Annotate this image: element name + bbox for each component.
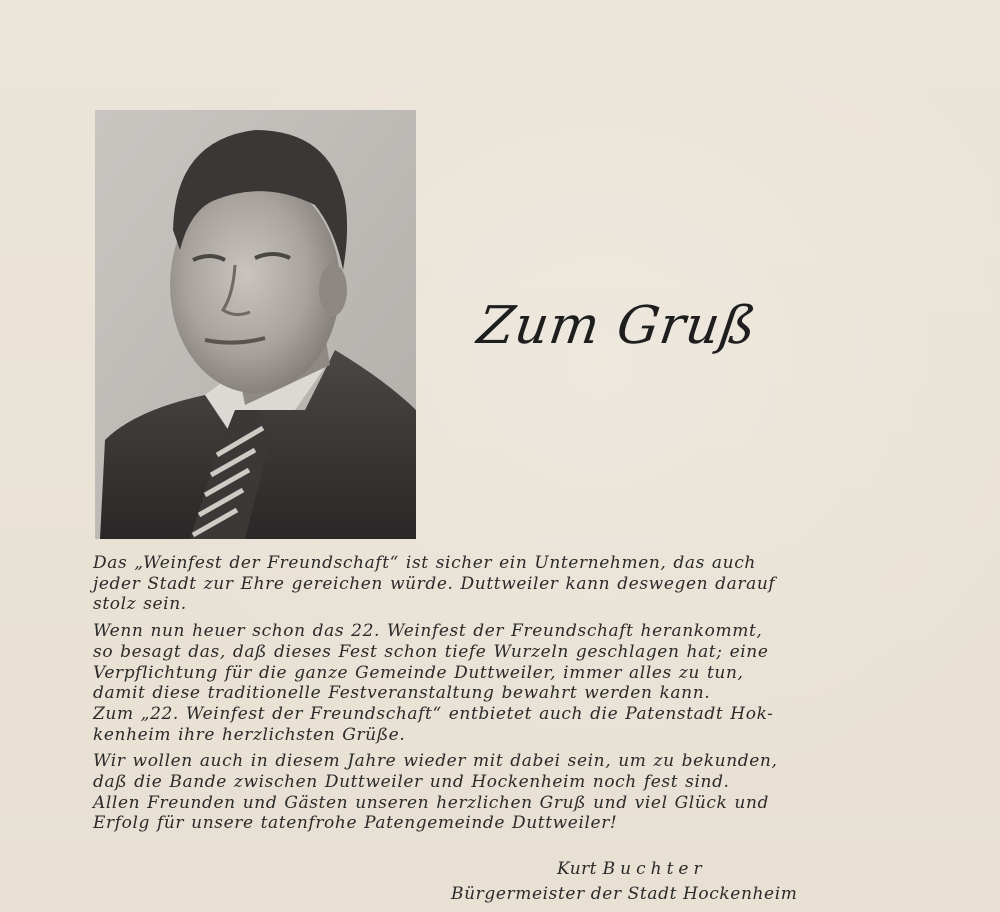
text-line: Allen Freunden und Gästen unseren herzlichen Gruß und viel Glück und [93, 792, 769, 813]
paragraph-2 [93, 621, 873, 745]
text-line: Wir wollen auch in diesem Jahre wieder mit dabei sein, um zu bekunden, [93, 751, 778, 772]
text-line: Erfolg für unsere tatenfrohe Patengemeinde Duttweiler! [93, 813, 618, 834]
greeting-heading: Zum Gruß [473, 296, 761, 356]
signature-last-name: Buchter [602, 859, 707, 879]
text-line: Zum „22. Weinfest der Freundschaft“ entbietet auch die Patenstadt Hok- [93, 703, 774, 724]
greeting-text [93, 553, 873, 840]
text-line: damit diese traditionelle Festveranstaltung bewahrt werden kann. [93, 683, 711, 704]
text-line: daß die Bande zwischen Duttweiler und Hockenheim noch fest sind. [93, 772, 730, 793]
text-line: Das „Weinfest der Freundschaft“ ist sicher ein Unternehmen, das auch [93, 553, 756, 573]
text-line: kenheim ihre herzlichsten Grüße. [93, 724, 406, 745]
paragraph-1 [93, 553, 873, 615]
text-line: so besagt das, daß dieses Fest schon tiefe Wurzeln geschlagen hat; eine [93, 641, 769, 662]
paragraph-3 [93, 751, 873, 834]
signature-first-name: Kurt [557, 859, 597, 879]
text-line: stolz sein. [93, 594, 187, 615]
signature-name [557, 859, 707, 879]
portrait-photo [95, 110, 416, 539]
text-line: Wenn nun heuer schon das 22. Weinfest der Freundschaft herankommt, [93, 621, 763, 642]
signature-title: Bürgermeister der Stadt Hockenheim [451, 884, 798, 904]
text-line: Verpflichtung für die ganze Gemeinde Duttweiler, immer alles zu tun, [93, 662, 744, 683]
text-line: jeder Stadt zur Ehre gereichen würde. Duttweiler kann deswegen darauf [93, 573, 776, 594]
